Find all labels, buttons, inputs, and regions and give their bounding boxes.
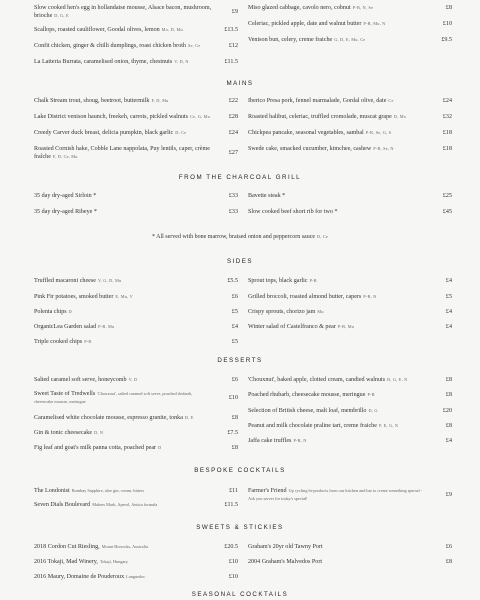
- item-price: £4: [445, 324, 452, 330]
- allergen-tags: P-B, Se, G, S: [365, 130, 392, 135]
- item-price: £10: [228, 574, 238, 580]
- item-price: £45: [442, 209, 452, 215]
- item-name: Celeriac, pickled apple, date and walnut butter: [248, 21, 362, 27]
- item-name: Triple cooked chips: [34, 339, 83, 345]
- item-name: Slow cooked beef short rib for two *: [248, 209, 338, 215]
- item-price: £11: [229, 488, 238, 494]
- menu-item: [248, 20, 452, 36]
- section-title-mains: MAINS: [226, 80, 254, 87]
- item-price: £9.5: [441, 37, 452, 43]
- item-name: Farmer's Friend: [248, 488, 287, 494]
- item-name: Slow cooked hen's egg in hollandaise mousse, Alsace bacon, mushroom, brioche: [34, 5, 212, 20]
- menu-item: [34, 113, 238, 129]
- starters-right-column: [248, 4, 452, 52]
- allergen-tags: G, D, E, Mu, Ce: [334, 37, 366, 42]
- menu-item: [34, 390, 238, 414]
- menu-item: [248, 487, 452, 509]
- menu-item: [34, 444, 238, 459]
- item-name: Poached rhubarb, cheesecake mousse, meringue: [248, 392, 366, 398]
- item-name: Polenta chips: [34, 309, 67, 315]
- item-price: £27: [228, 150, 238, 156]
- item-price: £6: [231, 377, 238, 383]
- item-name: Truffled macaroni cheese: [34, 278, 96, 284]
- item-name: Iberico Presa pork, fennel marmalade, Gordal olive, date: [248, 98, 387, 104]
- menu-item: [248, 113, 452, 129]
- allergen-tags: D, G, E, N: [387, 377, 408, 382]
- sides-left-column: [34, 277, 238, 353]
- menu-item: [34, 376, 238, 390]
- menu-item: [248, 407, 452, 422]
- item-name: 35 day dry-aged Sirloin *: [34, 193, 97, 199]
- allergen-tags: P-B, N, Se: [352, 5, 374, 10]
- menu-item: [34, 501, 238, 515]
- sides-right-column: [248, 277, 452, 338]
- allergen-tags: P-B, Se, N: [373, 146, 394, 151]
- allergen-tags: D: [68, 309, 72, 314]
- allergen-tags: Ce, G, Mu: [189, 114, 210, 119]
- menu-item: [34, 293, 238, 308]
- item-price: £18: [442, 130, 452, 136]
- item-price: £5: [231, 339, 238, 345]
- grill-right-column: [248, 192, 452, 224]
- menu-item: [248, 437, 452, 452]
- item-name: Salted caramel soft serve, honeycomb: [34, 377, 127, 383]
- item-name: Peanut and milk chocolate praline tart, creme fraiche: [248, 423, 377, 429]
- allergen-tags: D, N: [94, 430, 104, 435]
- item-name: Winter salad of Castelfranco & pear: [248, 324, 336, 330]
- menu-item: [34, 429, 238, 444]
- menu-item: [34, 42, 238, 58]
- item-name: Lake District venison haunch, freekeh, carrots, pickled walnuts: [34, 114, 188, 120]
- item-description: Bombay Sapphire, aloe gin, cream, bitters: [71, 488, 145, 493]
- item-name: Graham's 20yr old Tawny Port: [248, 544, 323, 550]
- item-price: £4: [231, 324, 238, 330]
- item-name: Sprout tops, black garlic: [248, 278, 308, 284]
- menu-item: [34, 558, 238, 573]
- sweets-left-column: [34, 543, 238, 588]
- allergen-tags: D, Ce: [175, 130, 187, 135]
- menu-item: [34, 543, 238, 558]
- allergen-tags: P-B, N: [363, 294, 377, 299]
- item-name: Fig leaf and goat's milk panna cotta, poached pear: [34, 445, 157, 451]
- item-price: £5: [445, 294, 452, 300]
- allergen-tags: V, G, D, Mu: [97, 278, 122, 283]
- section-title-cocktails: BESPOKE COCKTAILS: [194, 467, 286, 474]
- item-name: 'Chouxnut', baked apple, clotted cream, candied walnuts: [248, 377, 386, 383]
- item-price: £11.5: [224, 59, 238, 65]
- item-price: £20: [442, 408, 452, 414]
- item-description: Up cycling bi-products from our kitchen and bar to create something special - Ask you server for today's special!: [248, 488, 423, 502]
- item-price: £10: [228, 395, 238, 401]
- item-price: £22: [228, 98, 238, 104]
- item-price: £13.5: [224, 27, 238, 33]
- allergen-tags: Ce: [388, 98, 394, 103]
- menu-item: [34, 58, 238, 72]
- menu-item: [34, 414, 238, 429]
- allergen-tags: Mo, D, Mu: [161, 27, 183, 32]
- cocktails-right-column: [248, 487, 452, 509]
- item-name: Selection of British cheese, malt loaf, membrillo: [248, 408, 367, 414]
- item-name: Chickpea pancake, seasonal vegetables, sambal: [248, 130, 364, 136]
- item-name: Sweet Taste of Tredwells: [34, 391, 96, 397]
- item-description: Mount Horrocks, Australia: [101, 544, 148, 549]
- item-name: 2016 Tokaji, Mad Winery,: [34, 559, 98, 565]
- item-name: Caramelised white chocolate mousse, espresso granite, tonka: [34, 415, 183, 421]
- item-name: Scallops, roasted cauliflower, Goodal olives, lemon: [34, 27, 160, 33]
- item-name: 35 day dry-aged Ribeye *: [34, 209, 97, 215]
- menu-item: [248, 558, 452, 573]
- item-price: £4: [445, 438, 452, 444]
- item-price: £24: [442, 98, 452, 104]
- item-name: Pink Fir potatoes, smoked butter: [34, 294, 114, 300]
- item-name: Confit chicken, ginger & chilli dumplings, roast chicken broth: [34, 43, 186, 49]
- item-price: £5.5: [227, 278, 238, 284]
- allergen-tags: V, D, N: [174, 59, 189, 64]
- item-price: £25: [442, 193, 452, 199]
- menu-item: [248, 129, 452, 145]
- item-name: OrganicLea Garden salad: [34, 324, 97, 330]
- item-description: Tokaji, Hungary: [99, 559, 128, 564]
- menu-item: [34, 26, 238, 42]
- item-price: £5: [231, 309, 238, 315]
- section-title-sides: SIDES: [226, 258, 254, 265]
- allergen-tags: V, D: [128, 377, 138, 382]
- item-price: £9: [231, 9, 238, 15]
- menu-item: [248, 376, 452, 391]
- item-price: £10: [228, 559, 238, 565]
- item-price: £8: [231, 445, 238, 451]
- grill-footnote: [0, 234, 480, 240]
- menu-item: [248, 391, 452, 407]
- mains-left-column: [34, 97, 238, 165]
- menu-item: [248, 97, 452, 113]
- allergen-tags: E, Mu, V: [115, 294, 133, 299]
- grill-left-column: [34, 192, 238, 224]
- item-price: £8: [445, 559, 452, 565]
- allergen-tags: P-B, Mu: [98, 324, 115, 329]
- item-price: £9: [445, 492, 452, 498]
- menu-item: [34, 97, 238, 113]
- allergen-tags: P, E, G, N: [378, 423, 399, 428]
- item-name: Creedy Carver duck breast, delicia pumpkin, black garlic: [34, 130, 174, 136]
- menu-item: [248, 208, 452, 224]
- item-price: £4: [445, 278, 452, 284]
- allergen-tags: F, D, Ce, Mu: [52, 154, 78, 160]
- item-name: The Londonist: [34, 488, 70, 494]
- menu-item: [248, 4, 452, 20]
- item-name: Grilled broccoli, roasted almond butter, capers: [248, 294, 362, 300]
- item-name: Jaffa cake truffles: [248, 438, 292, 444]
- menu-item: [248, 192, 452, 208]
- menu-item: [34, 308, 238, 323]
- sweets-right-column: [248, 543, 452, 573]
- item-price: £12: [228, 43, 238, 49]
- item-price: £33: [228, 193, 238, 199]
- item-name: Bavette steak *: [248, 193, 286, 199]
- item-name: 2018 Cordon Cut Riesling,: [34, 544, 100, 550]
- item-price: £6: [445, 544, 452, 550]
- item-name: Miso glazed cabbage, cavolo nero, cobnut: [248, 5, 351, 11]
- item-name: Crispy sprouts, chorizo jam: [248, 309, 316, 315]
- item-description: 'Chouxnut', salted caramel soft serve, poached rhubarb, cheesecake mousse, meringue: [34, 391, 193, 405]
- footnote-text: * All served with bone marrow, braised onion and peppercorn sauce: [151, 234, 316, 240]
- item-name: Roasted halibut, celeriac, truffled cromolade, muscat grape: [248, 114, 392, 120]
- item-price: £8: [445, 5, 452, 11]
- menu-item: [34, 277, 238, 293]
- menu-item: [34, 323, 238, 338]
- menu-item: [248, 323, 452, 338]
- item-description: Makers Mark, Aperol, Antica formula: [92, 502, 158, 507]
- item-name: Roasted Cornish hake, Cobble Lane nappolata, Puy lentils, caper, crème fraîche: [34, 146, 210, 161]
- allergen-tags: D, G, E: [54, 13, 69, 19]
- section-title-sweets: SWEETS & STICKIES: [196, 524, 284, 531]
- menu-item: [34, 145, 238, 165]
- item-price: £18: [442, 146, 452, 152]
- item-name: Seven Dials Boulevard: [34, 502, 91, 508]
- starters-left-column: [34, 4, 238, 72]
- allergen-tags: P-B, Mu: [337, 324, 355, 329]
- menu-item: [248, 145, 452, 161]
- item-name: Chalk Stream trout, shoug, beetroot, buttermilk: [34, 98, 150, 104]
- item-price: £4: [445, 309, 452, 315]
- item-description: Languedoc: [126, 574, 146, 579]
- allergen-tags: D: [158, 445, 162, 450]
- item-name: Venison bun, celery, creme fraiche: [248, 37, 333, 43]
- item-price: £28: [228, 114, 238, 120]
- menu-item: [34, 573, 238, 588]
- menu-item: [248, 277, 452, 293]
- menu-item: [248, 543, 452, 558]
- item-price: £7.5: [227, 430, 238, 436]
- item-price: £24: [228, 130, 238, 136]
- section-title-seasonal: SEASONAL COCKTAILS: [191, 591, 289, 598]
- cocktails-left-column: [34, 487, 238, 515]
- menu-item: [248, 422, 452, 437]
- allergen-tags: P-B: [84, 339, 92, 344]
- item-price: £6: [231, 294, 238, 300]
- item-price: £8: [445, 392, 452, 398]
- menu-item: [248, 36, 452, 52]
- allergen-tags: Mu: [317, 309, 324, 314]
- allergen-tags: F, D, Mu: [151, 98, 169, 103]
- allergen-tags: Se, Ce: [187, 43, 201, 48]
- item-price: £8: [231, 415, 238, 421]
- allergen-tags: D, G: [368, 408, 378, 413]
- allergen-tags: D, Ce: [317, 234, 329, 239]
- item-price: £20.5: [224, 544, 238, 550]
- item-price: £32: [442, 114, 452, 120]
- menu-item: [248, 293, 452, 308]
- menu-item: [34, 192, 238, 208]
- mains-right-column: [248, 97, 452, 161]
- section-title-grill: FROM THE CHARCOAL GRILL: [178, 174, 302, 181]
- menu-item: [34, 129, 238, 145]
- item-price: £10: [442, 21, 452, 27]
- menu-item: [34, 487, 238, 501]
- menu-item: [34, 4, 238, 26]
- menu-item: [248, 308, 452, 323]
- desserts-right-column: [248, 376, 452, 452]
- menu-item: [34, 208, 238, 224]
- item-name: 2016 Maury, Domaine de Pouderoux: [34, 574, 125, 580]
- menu-item: [34, 338, 238, 353]
- item-price: £11.5: [224, 502, 238, 508]
- allergen-tags: D, Mo: [393, 114, 407, 119]
- item-name: Gin & tonic cheesecake: [34, 430, 93, 436]
- item-price: £33: [228, 209, 238, 215]
- allergen-tags: P-B, N: [293, 438, 307, 443]
- desserts-left-column: [34, 376, 238, 459]
- item-name: 2004 Graham's Malvedos Port: [248, 559, 323, 565]
- allergen-tags: D, E: [184, 415, 194, 420]
- item-name: La Latteria Burrata, caramelised onion, thyme, chestnuts: [34, 59, 173, 65]
- item-name: Swede cake, smacked cucumber, kimchee, cashew: [248, 146, 372, 152]
- allergen-tags: P-B, Mu, N: [363, 21, 386, 26]
- allergen-tags: P-B: [367, 392, 375, 397]
- item-price: £8: [445, 377, 452, 383]
- item-price: £8: [445, 423, 452, 429]
- allergen-tags: P-B: [309, 278, 317, 283]
- section-title-desserts: DESSERTS: [217, 357, 263, 364]
